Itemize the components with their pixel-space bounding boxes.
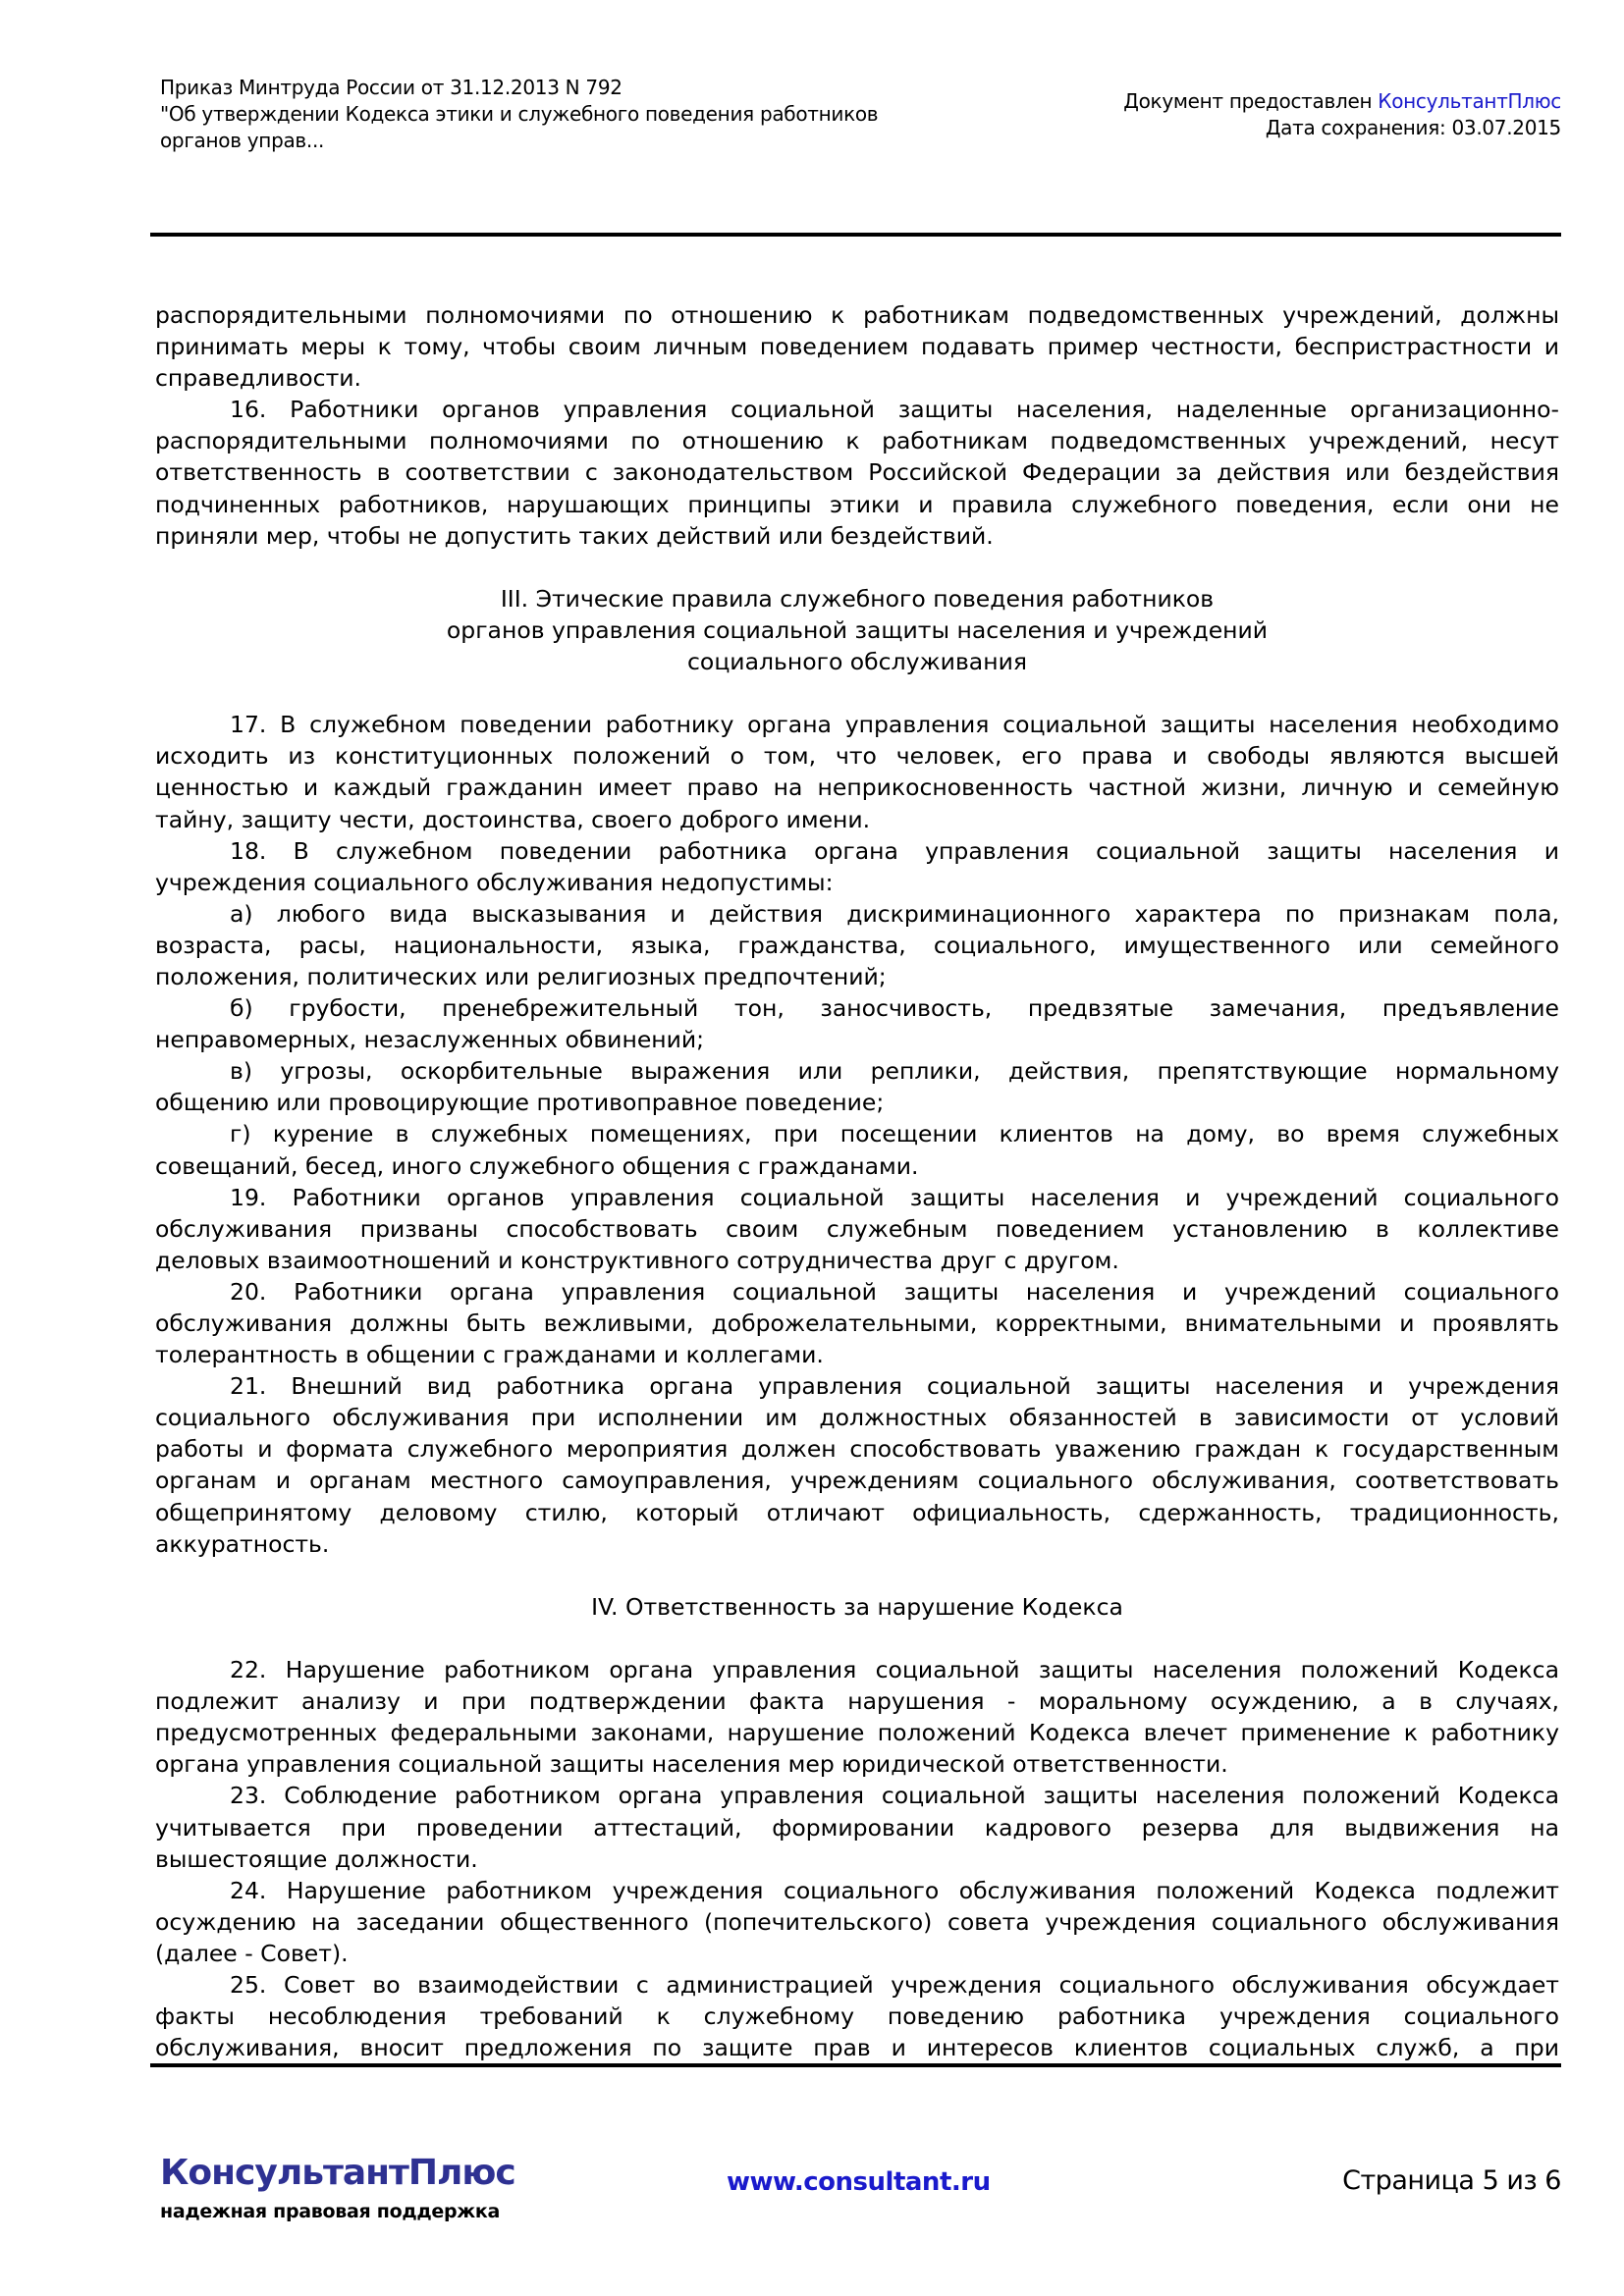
text-line: возраста, расы, национальности, языка, гражданства, социального, имущественного или семейного <box>155 931 1559 959</box>
heading-line: органов управления социальной защиты населения и учреждений <box>446 615 1269 644</box>
text-line: распорядительными полномочиями по отношению к работникам подведомственных учреждений, должны <box>155 301 1559 329</box>
text-line: справедливости. <box>155 364 362 393</box>
paragraph <box>155 709 1559 834</box>
provided-by-label: Документ предоставлен <box>1123 89 1379 113</box>
text-line: 23. Соблюдение работником органа управления социальной защиты населения положений Кодекса <box>230 1782 1559 1810</box>
text-line: обслуживания призваны способствовать своим служебным поведением установлению в коллективе <box>155 1214 1559 1243</box>
text-line: распорядительными полномочиями по отношению к работникам подведомственных учреждений, несут <box>155 427 1559 455</box>
text-line: г) курение в служебных помещениях, при посещении клиентов на дому, во время служебных <box>230 1120 1559 1148</box>
text-line: 20. Работники органа управления социальной защиты населения и учреждений социального <box>230 1277 1559 1306</box>
text-line: предусмотренных федеральными законами, нарушение положений Кодекса влечет применение к работнику <box>155 1719 1559 1747</box>
paragraph <box>155 394 1559 551</box>
text-line: 21. Внешний вид работника органа управления социальной защиты населения и учреждения <box>230 1372 1559 1401</box>
text-line: подчиненных работников, нарушающих принципы этики и правила служебного поведения, если они не <box>155 490 1559 518</box>
paragraph <box>155 1780 1559 1874</box>
document-body <box>155 299 1559 2063</box>
text-line: общепринятому деловому стилю, который отличают официальность, сдержанность, традиционность, <box>155 1498 1559 1526</box>
text-line: совещаний, бесед, иного служебного общения с гражданами. <box>155 1151 919 1180</box>
text-line: положения, политических или религиозных предпочтений; <box>155 962 887 990</box>
paragraph <box>155 1182 1559 1276</box>
text-line: 19. Работники органов управления социальной защиты населения и учреждений социального <box>230 1183 1559 1211</box>
text-line: учреждения социального обслуживания недопустимы: <box>155 868 834 896</box>
provider-info <box>1123 88 1561 141</box>
page-number: Страница 5 из 6 <box>1342 2165 1561 2196</box>
text-line: деловых взаимоотношений и конструктивного сотрудничества друг с другом. <box>155 1246 1119 1274</box>
section-heading <box>155 1591 1559 1623</box>
text-line: ценностью и каждый гражданин имеет право на неприкосновенность частной жизни, личную и семейную <box>155 774 1559 802</box>
text-line: а) любого вида высказывания и действия дискриминационного характера по признакам пола, <box>230 899 1559 928</box>
text-line: тайну, защиту чести, достоинства, своего доброго имени. <box>155 805 871 833</box>
document-title-line: органов управ... <box>160 129 325 152</box>
paragraph <box>155 1370 1559 1560</box>
text-line: органам и органам местного самоуправления, учреждениям социального обслуживания, соответствовать <box>155 1467 1559 1495</box>
blank-line <box>155 1560 1559 1591</box>
footer-divider <box>150 2063 1561 2067</box>
website-link[interactable]: www.consultant.ru <box>727 2167 991 2197</box>
text-line: исходить из конституционных положений о том, что человек, его права и свободы являются высшей <box>155 742 1559 771</box>
text-line: 17. В служебном поведении работнику органа управления социальной защиты населения необходимо <box>230 711 1559 739</box>
text-line: 22. Нарушение работником органа управления социальной защиты населения положений Кодекса <box>230 1656 1559 1684</box>
text-line: осуждению на заседании общественного (попечительского) совета учреждения социального обслуживания <box>155 1907 1559 1936</box>
text-line: принимать меры к тому, чтобы своим личным поведением подавать пример честности, беспристрастности и <box>155 333 1559 361</box>
text-line: органа управления социальной защиты населения мер юридической ответственности. <box>155 1750 1228 1779</box>
document-title-line: Приказ Минтруда России от 31.12.2013 N 792 <box>160 76 623 99</box>
text-line: 25. Совет во взаимодействии с администрацией учреждения социального обслуживания обсуждает <box>230 1970 1559 1999</box>
text-line: работы и формата служебного мероприятия должен способствовать уважению граждан к государственным <box>155 1435 1559 1464</box>
paragraph <box>155 835 1559 898</box>
paragraph <box>155 1276 1559 1370</box>
logo-tagline: надежная правовая поддержка <box>160 2201 501 2222</box>
heading-line: IV. Ответственность за нарушение Кодекса <box>591 1592 1123 1621</box>
text-line: обслуживания должны быть вежливыми, доброжелательными, корректными, внимательными и проявлять <box>155 1309 1559 1337</box>
text-line: социального обслуживания при исполнении им должностных обязанностей в зависимости от условий <box>155 1404 1559 1432</box>
text-line: ответственность в соответствии с законодательством Российской Федерации за действия или бездействия <box>155 458 1559 487</box>
document-title-line: "Об утверждении Кодекса этики и служебного поведения работников <box>160 102 879 126</box>
consultant-logo: КонсультантПлюс <box>160 2153 515 2193</box>
text-line: приняли мер, чтобы не допустить таких действий или бездействий. <box>155 521 994 550</box>
paragraph <box>155 299 1559 394</box>
heading-line: социального обслуживания <box>687 648 1027 676</box>
text-line: аккуратность. <box>155 1529 330 1558</box>
text-line: неправомерных, незаслуженных обвинений; <box>155 1026 705 1054</box>
text-line: подлежит анализу и при подтверждении факта нарушения - моральному осуждению, а в случаях, <box>155 1687 1559 1716</box>
heading-line: III. Этические правила служебного поведения работников <box>500 584 1215 613</box>
blank-line <box>155 552 1559 583</box>
text-line: 24. Нарушение работником учреждения социального обслуживания положений Кодекса подлежит <box>230 1876 1559 1904</box>
paragraph <box>155 992 1559 1055</box>
text-line: факты несоблюдения требований к служебному поведению работника учреждения социального <box>155 2002 1559 2031</box>
text-line: вышестоящие должности. <box>155 1844 478 1873</box>
blank-line <box>155 677 1559 709</box>
text-line: обслуживания, вносит предложения по защите прав и интересов клиентов социальных служб, а при <box>155 2034 1559 2062</box>
header-divider <box>150 233 1561 237</box>
paragraph <box>155 898 1559 992</box>
text-line: 18. В служебном поведении работника органа управления социальной защиты населения и <box>230 836 1559 865</box>
text-line: (далее - Совет). <box>155 1939 349 1967</box>
text-line: б) грубости, пренебрежительный тон, заносчивость, предвзятые замечания, предъявление <box>230 994 1559 1023</box>
text-line: толерантность в общении с гражданами и коллегами. <box>155 1341 824 1369</box>
provider-brand-link[interactable]: КонсультантПлюс <box>1378 89 1561 113</box>
blank-line <box>155 1623 1559 1654</box>
paragraph <box>155 1969 1559 2063</box>
paragraph <box>155 1118 1559 1181</box>
paragraph <box>155 1875 1559 1969</box>
document-title <box>160 75 878 154</box>
text-line: общению или провоцирующие противоправное поведение; <box>155 1089 885 1117</box>
text-line: учитывается при проведении аттестаций, формировании кадрового резерва для выдвижения на <box>155 1813 1559 1842</box>
text-line: 16. Работники органов управления социальной защиты населения, наделенные организационно- <box>230 396 1559 424</box>
text-line: в) угрозы, оскорбительные выражения или реплики, действия, препятствующие нормальному <box>230 1057 1559 1086</box>
section-heading <box>155 583 1559 677</box>
paragraph <box>155 1654 1559 1780</box>
save-date: Дата сохранения: 03.07.2015 <box>1265 116 1561 139</box>
paragraph <box>155 1055 1559 1118</box>
